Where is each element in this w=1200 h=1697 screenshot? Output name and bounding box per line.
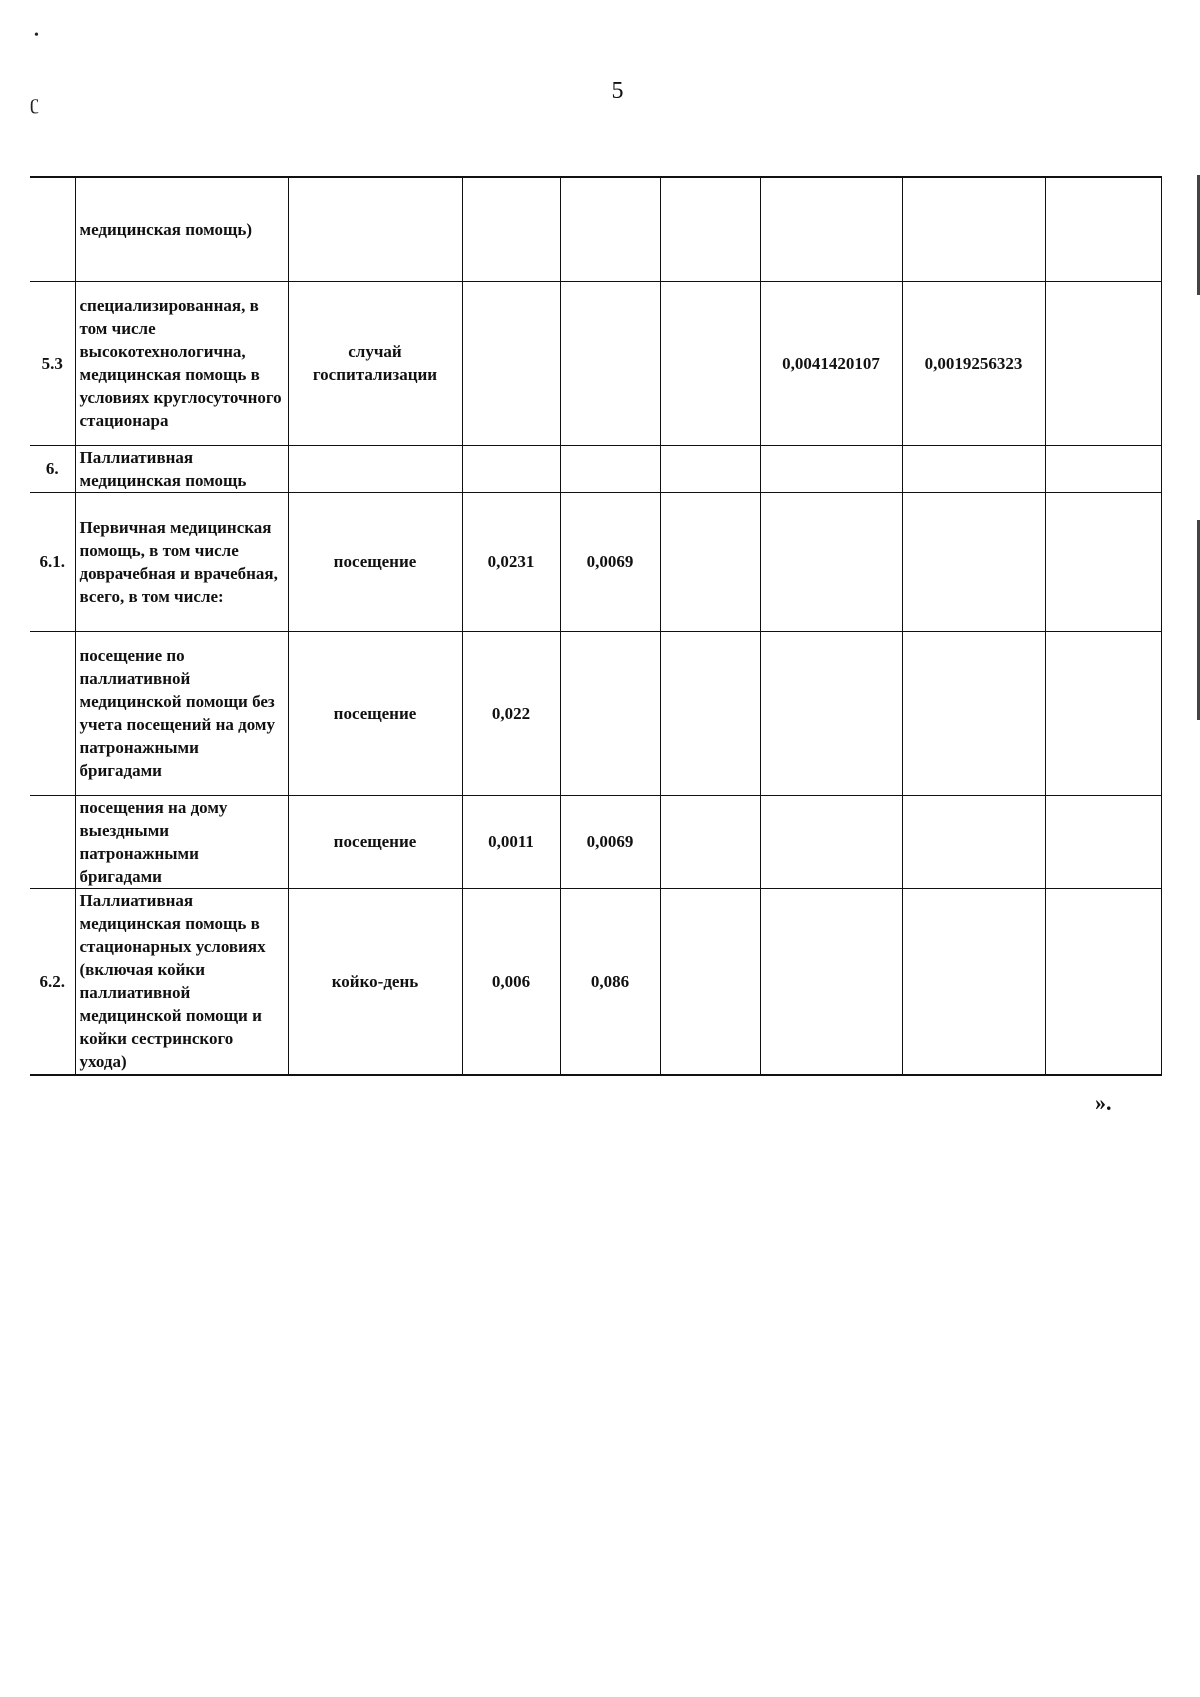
row-name: Паллиативная медицинская помощь в стационарных условиях (включая койки паллиативной медицинской помощи и койки сестринского ухода) <box>75 888 288 1075</box>
row-value <box>760 177 902 281</box>
row-value <box>760 492 902 631</box>
row-value <box>902 492 1045 631</box>
row-value <box>560 177 660 281</box>
row-value <box>660 631 760 795</box>
table-row <box>30 795 1161 888</box>
table-row <box>30 281 1161 445</box>
row-value: 0,006 <box>462 888 560 1075</box>
scan-artifact: ʗ <box>30 92 39 114</box>
table-row <box>30 631 1161 795</box>
row-value: 0,0069 <box>560 795 660 888</box>
row-value <box>660 445 760 492</box>
row-number <box>30 631 75 795</box>
row-number <box>30 795 75 888</box>
row-unit: посещение <box>288 795 462 888</box>
row-value: 0,0019256323 <box>902 281 1045 445</box>
row-value <box>660 888 760 1075</box>
row-unit <box>288 177 462 281</box>
row-value <box>1045 281 1161 445</box>
row-value <box>760 445 902 492</box>
row-value <box>660 795 760 888</box>
row-name: Первичная медицинская помощь, в том числе доврачебная и врачебная, всего, в том числе: <box>75 492 288 631</box>
table-row <box>30 888 1161 1075</box>
row-name: Паллиативная медицинская помощь <box>75 445 288 492</box>
row-value <box>560 445 660 492</box>
row-value <box>1045 445 1161 492</box>
row-value: 0,0069 <box>560 492 660 631</box>
row-value <box>660 492 760 631</box>
row-value <box>1045 888 1161 1075</box>
row-number <box>30 177 75 281</box>
row-value <box>760 631 902 795</box>
row-unit: посещение <box>288 631 462 795</box>
row-value <box>902 177 1045 281</box>
table-row <box>30 492 1161 631</box>
row-number: 5.3 <box>30 281 75 445</box>
row-value: 0,0011 <box>462 795 560 888</box>
row-unit: койко-день <box>288 888 462 1075</box>
row-value <box>902 795 1045 888</box>
row-unit: случай госпитализации <box>288 281 462 445</box>
row-unit: посещение <box>288 492 462 631</box>
row-value <box>462 445 560 492</box>
row-number: 6. <box>30 445 75 492</box>
page-number: 5 <box>611 78 624 104</box>
row-value: 0,0231 <box>462 492 560 631</box>
row-number: 6.1. <box>30 492 75 631</box>
table-row <box>30 445 1161 492</box>
closing-quote: ». <box>1095 1090 1112 1115</box>
row-value <box>1045 177 1161 281</box>
row-value <box>560 631 660 795</box>
row-value <box>462 177 560 281</box>
row-value <box>560 281 660 445</box>
row-value: 0,022 <box>462 631 560 795</box>
row-value <box>902 631 1045 795</box>
row-name: посещения на дому выездными патронажными бригадами <box>75 795 288 888</box>
row-name: посещение по паллиативной медицинской помощи без учета посещений на дому патронажными бригадами <box>75 631 288 795</box>
row-value <box>462 281 560 445</box>
row-value <box>660 281 760 445</box>
row-value <box>760 795 902 888</box>
row-value <box>902 888 1045 1075</box>
row-value <box>1045 631 1161 795</box>
row-name: медицинская помощь) <box>75 177 288 281</box>
row-value: 0,086 <box>560 888 660 1075</box>
row-value: 0,0041420107 <box>760 281 902 445</box>
row-value <box>902 445 1045 492</box>
row-unit <box>288 445 462 492</box>
row-value <box>1045 492 1161 631</box>
row-value <box>760 888 902 1075</box>
row-value <box>660 177 760 281</box>
row-name: специализированная, в том числе высокотехнологична, медицинская помощь в условиях круглосуточного стационара <box>75 281 288 445</box>
volume-norms-table <box>30 176 1162 1076</box>
row-value <box>1045 795 1161 888</box>
row-number: 6.2. <box>30 888 75 1075</box>
table-row <box>30 177 1161 281</box>
scan-artifact: • <box>34 28 39 43</box>
